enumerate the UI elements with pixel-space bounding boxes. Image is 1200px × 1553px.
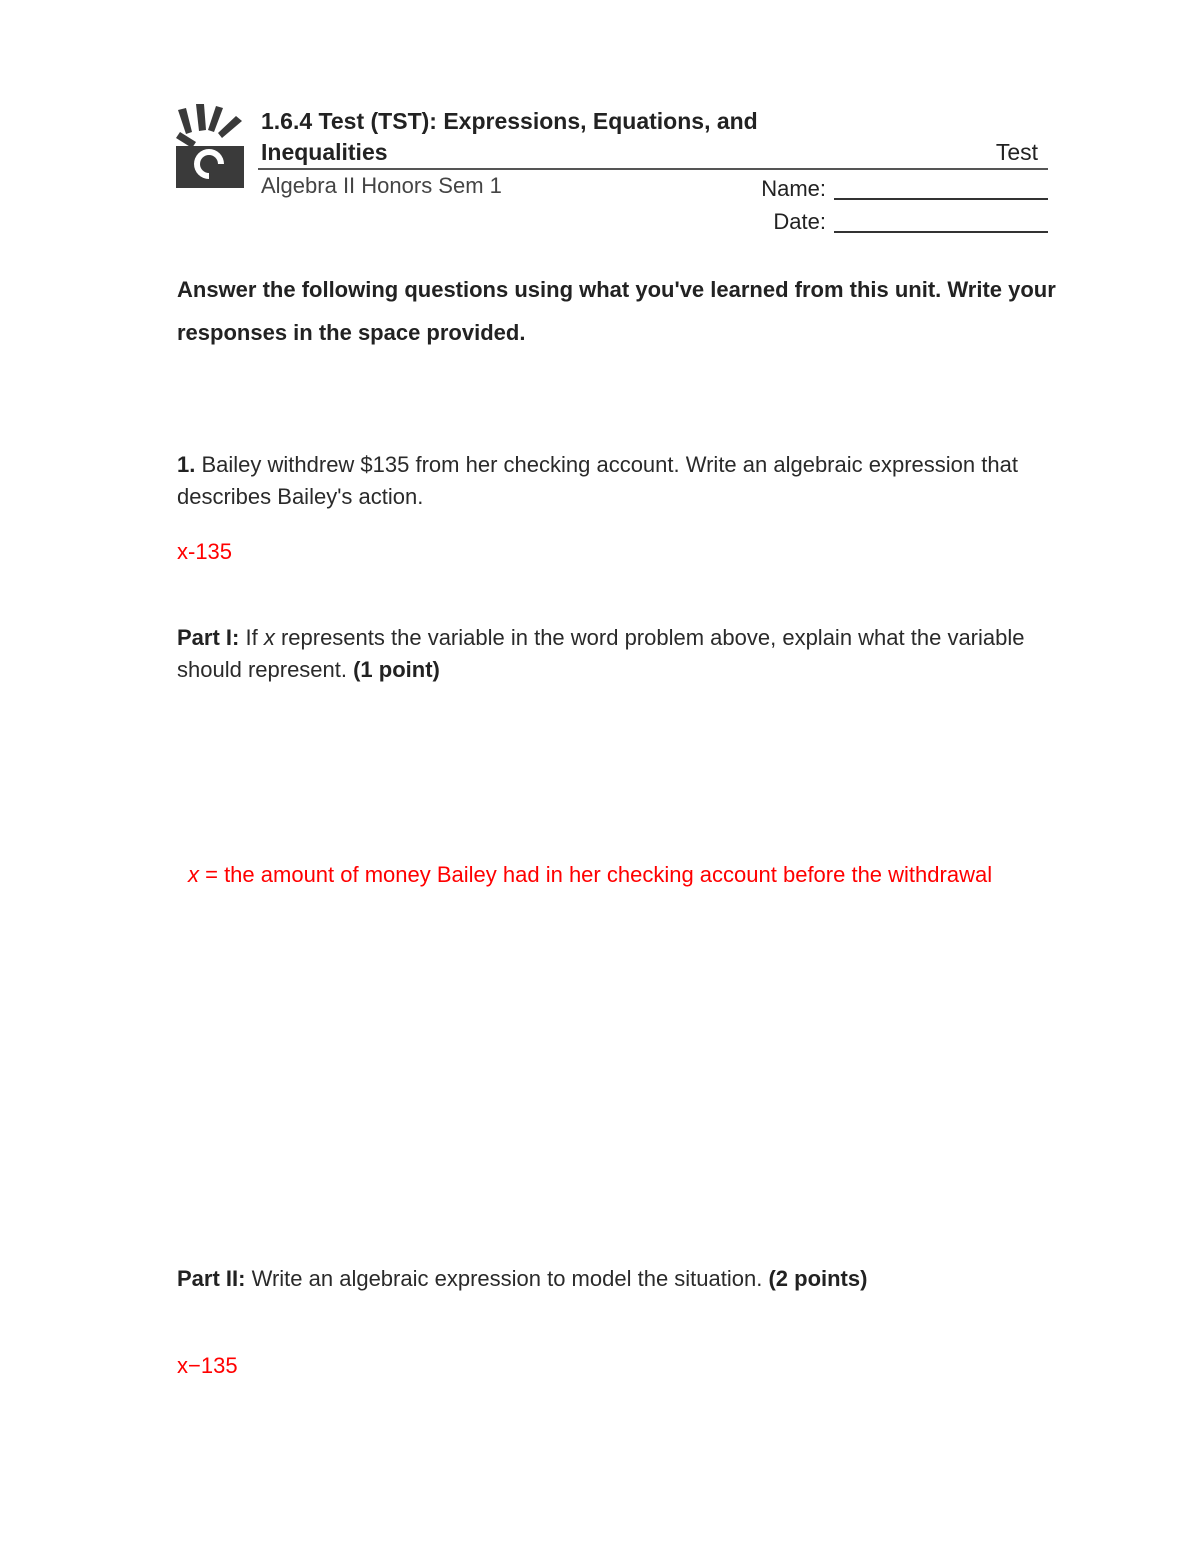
part-1-text-after: represents the variable in the word problem above, explain what the variable should represent. (177, 625, 1025, 682)
date-field (773, 209, 1048, 235)
part-1-prompt (177, 622, 1057, 686)
name-field (761, 176, 1048, 202)
name-input-line[interactable] (834, 198, 1048, 200)
instructions: Answer the following questions using what you've learned from this unit. Write your responses in the space provided. (177, 277, 1056, 345)
document-type-label: Test (995, 139, 1038, 165)
sunburst-logo-icon (176, 104, 244, 188)
question-1 (177, 449, 1057, 513)
part-2-text: Write an algebraic expression to model the situation. (245, 1266, 769, 1291)
part-1-variable: x (263, 625, 275, 650)
date-label: Date: (773, 209, 826, 234)
part-2-prompt (177, 1263, 1057, 1295)
date-input-line[interactable] (834, 231, 1048, 233)
part-1-answer-variable: x (188, 862, 199, 887)
course-name: Algebra II Honors Sem 1 (261, 173, 502, 198)
part-2-points: (2 points) (768, 1266, 868, 1291)
question-1-number: 1. (177, 452, 196, 477)
part-1-label: Part I: (177, 625, 240, 650)
question-1-answer: x-135 (177, 539, 233, 564)
part-1-answer-text: = the amount of money Bailey had in her checking account before the withdrawal (199, 862, 993, 887)
document-title: 1.6.4 Test (TST): Expressions, Equations, and Inequalities (261, 108, 758, 165)
question-1-text: Bailey withdrew $135 from her checking account. Write an algebraic expression that describes Bailey's action. (177, 452, 1018, 509)
name-label: Name: (761, 176, 826, 201)
part-1-points: (1 point) (353, 657, 440, 682)
part-1-answer (188, 860, 992, 890)
part-2-label: Part II: (177, 1266, 246, 1291)
part-2-answer: x−135 (177, 1353, 238, 1378)
part-1-text-before: If (245, 625, 264, 650)
header-divider (258, 168, 1048, 170)
